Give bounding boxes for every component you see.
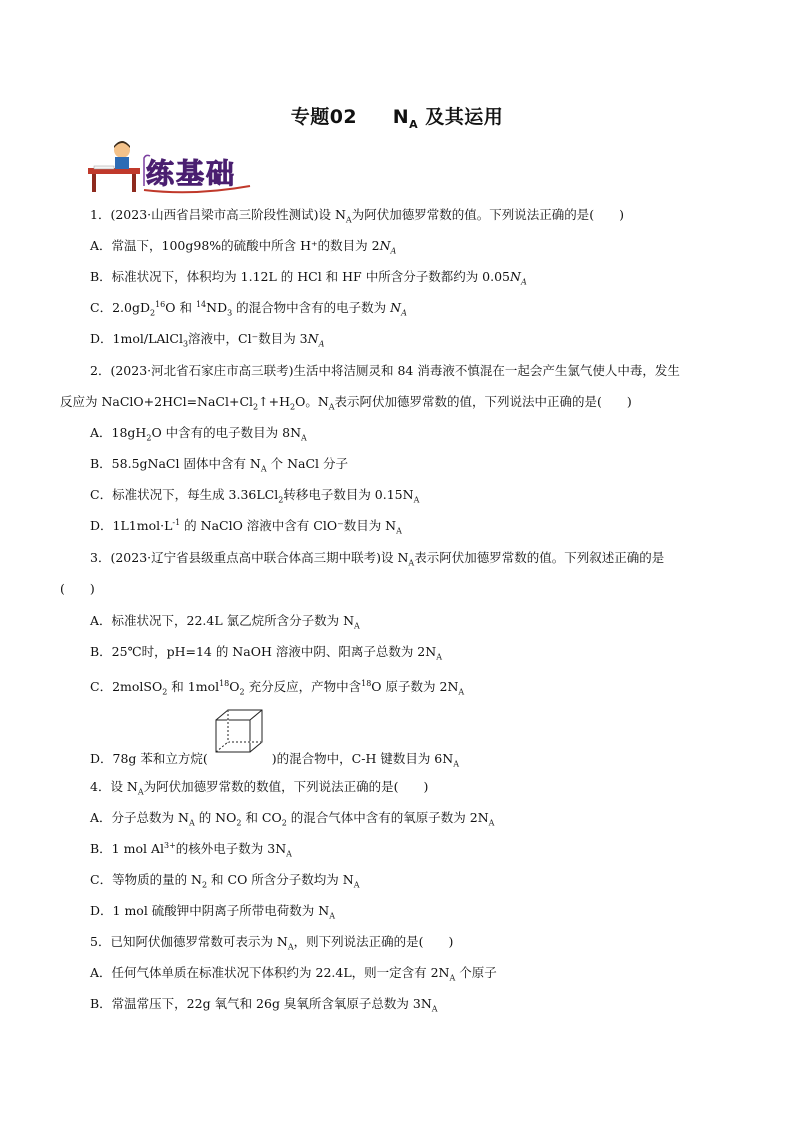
q3-stem-line2: ( )	[60, 581, 95, 596]
q1-option-b: B．标准状况下，体积均为 1.12L 的 HCl 和 HF 中所含分子数都约为 $0.05N_A$	[90, 269, 527, 287]
q5-option-b: B．常温常压下，22g 氧气和 26g 臭氧所含氧原子总数为 $3N_A$	[90, 996, 438, 1014]
page-title	[0, 102, 794, 129]
q3-option-d: D．78g 苯和立方烷( )的混合物中，C-H 键数目为 $6N_A$	[90, 751, 459, 769]
section-banner	[84, 138, 254, 196]
title-na-sub: A	[409, 117, 419, 131]
q2-stem-line2: 反应为 $NaClO+2HCl=NaCl+Cl_2↑+H_2O$。$N_A$表示阿伏加德罗常数的值，下列说法中正确的是( )	[60, 394, 632, 412]
q2-option-b: B．58.5gNaCl 固体中含有 $N_A$ 个 NaCl 分子	[90, 456, 349, 474]
q4-option-a: A．分子总数为 $N_A$ 的 $NO_2$ 和 $CO_2$ 的混合气体中含有的氧原子数为 $2N_A$	[90, 810, 495, 828]
q3-option-c: C．2molSO$_2$ 和 $1mol^{18}O_2$ 充分反应，产物中含$^{18}$O 原子数为 $2N_A$	[90, 678, 465, 697]
q3-option-b: B．25℃时，pH=14 的 NaOH 溶液中阴、阳离子总数为 $2N_A$	[90, 644, 442, 662]
q2-option-a: A．$18gH_2O$ 中含有的电子数目为 $8N_A$	[90, 425, 307, 443]
q1-option-c: C．$2.0gD_2^{16}O$ 和 $^{14}ND_3$ 的混合物中含有的电子数为 $N_A$	[90, 299, 407, 318]
q3-stem-line1: 3．(2023·辽宁省县级重点高中联合体高三期中联考)设 $N_A$表示阿伏加德罗常数的值。下列叙述正确的是	[90, 550, 665, 568]
q2-option-d: D．$1L1mol\cdot L^{-1}$ 的 NaClO 溶液中含有 ClO⁻数目为 $N_A$	[90, 517, 402, 536]
q5-stem: 5．已知阿伏伽德罗常数可表示为 $N_A$，则下列说法正确的是( )	[90, 934, 454, 952]
q4-option-b: B．1 mol $Al^{3+}$的核外电子数为 $3N_A$	[90, 840, 292, 859]
q4-stem: 4．设 $N_A$为阿伏加德罗常数的数值，下列说法正确的是( )	[90, 779, 429, 797]
q2-option-c: C．标准状况下，每生成 3.36LCl$_2$转移电子数目为 $0.15N_A$	[90, 487, 420, 505]
q3-option-a: A．标准状况下，22.4L 氯乙烷所含分子数为 $N_A$	[90, 613, 360, 631]
q4-option-c: C．等物质的量的 $N_2$ 和 CO 所含分子数均为 $N_A$	[90, 872, 360, 890]
q2-stem-line1: 2．(2023·河北省石家庄市高三联考)生活中将洁厕灵和 84 消毒液不慎混在一起会产生氯气使人中毒，发生	[90, 363, 680, 378]
title-suffix: 及其运用	[425, 106, 504, 128]
q1-option-a: A．常温下，100g98%的硫酸中所含 H⁺的数目为 $2N_A$	[90, 238, 397, 256]
q1-option-d: D．1mol/LAlCl$_3$溶液中，Cl⁻数目为 $3N_A$	[90, 331, 325, 349]
q4-option-d: D．1 mol 硫酸钾中阴离子所带电荷数为 $N_A$	[90, 903, 335, 921]
banner-text: 练基础	[146, 157, 237, 190]
q5-option-a: A．任何气体单质在标准状况下体积约为 22.4L，则一定含有 $2N_A$ 个原子	[90, 965, 497, 983]
title-na: N	[392, 106, 410, 128]
q1-stem: 1．(2023·山西省吕梁市高三阶段性测试)设 $N_A$为阿伏加德罗常数的值。下列说法正确的是( )	[90, 207, 624, 225]
cubane-structure-diagram	[208, 706, 272, 756]
title-prefix: 专题02	[290, 106, 358, 128]
